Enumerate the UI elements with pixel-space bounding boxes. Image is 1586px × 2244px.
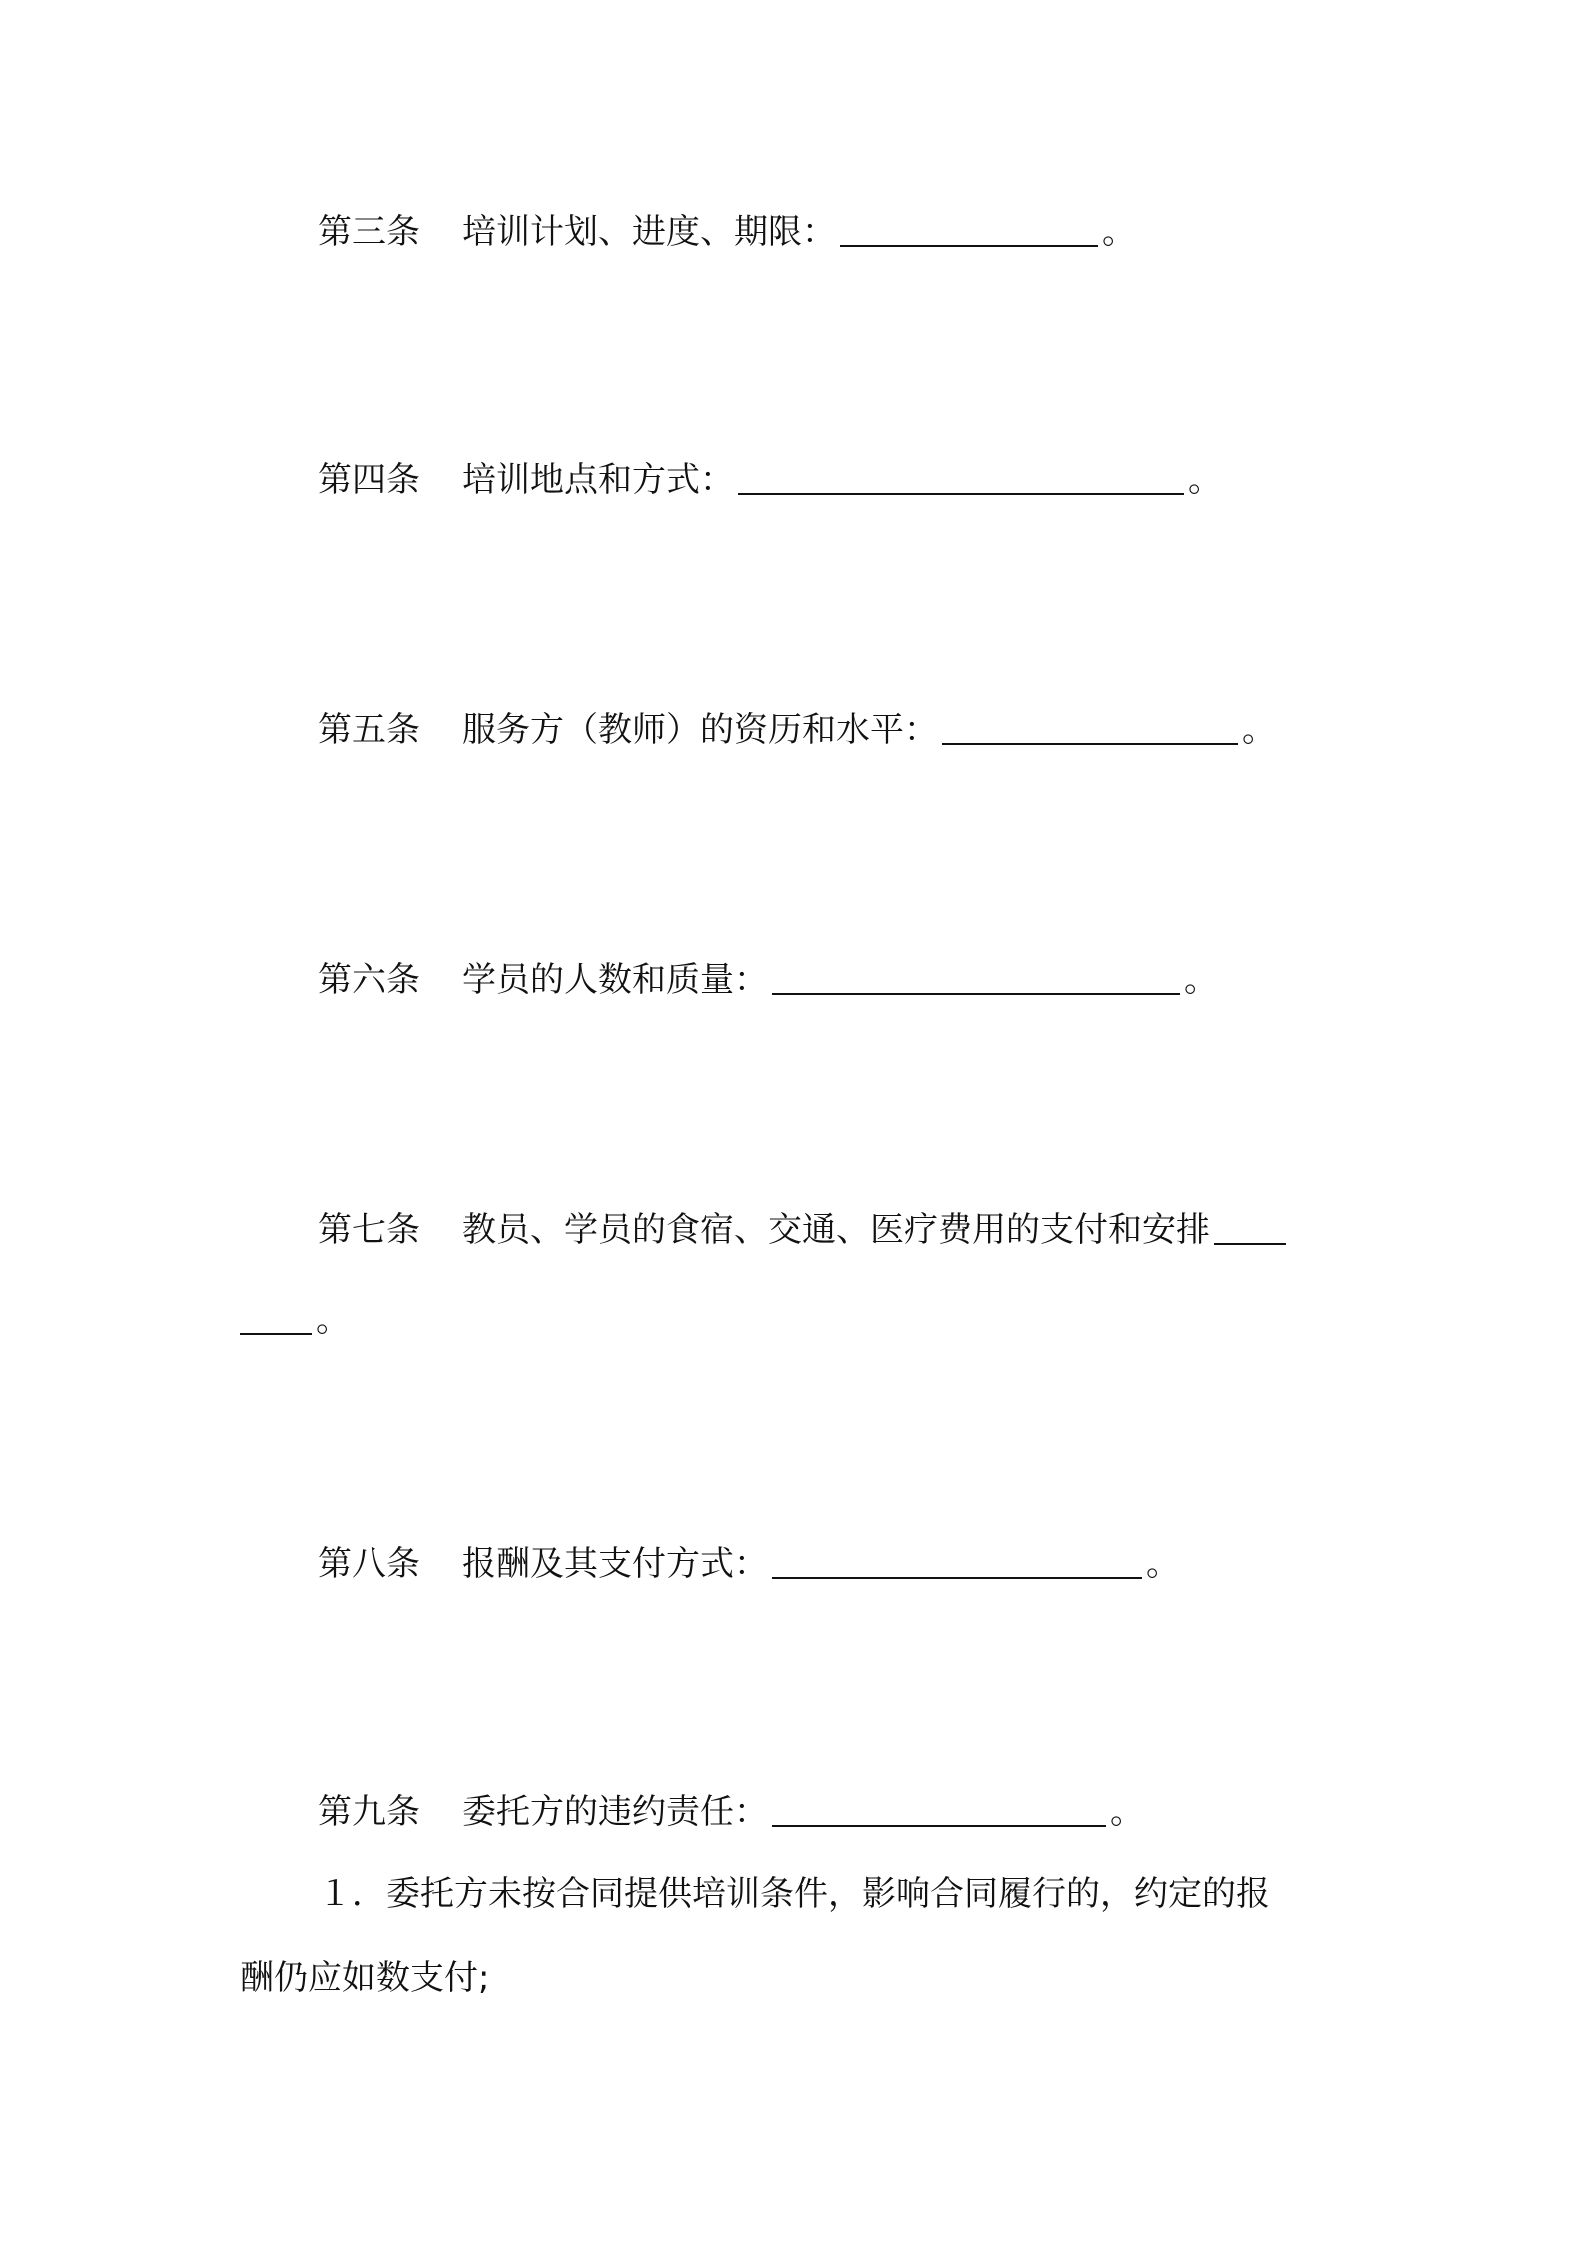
item-text: 酬仍应如数支付; [240,1958,490,1998]
clause-end: 。 [1184,960,1218,1000]
clause-9 [240,1788,1360,1836]
clause-6 [240,956,1360,1004]
clause-end: 。 [1110,1792,1144,1832]
clause-text: 服务方（教师）的资历和水平： [462,710,938,750]
clause-8 [240,1540,1360,1588]
clause-end: 。 [1242,710,1276,750]
fill-blank[interactable] [772,1541,1142,1579]
clause-number: 第九条 [318,1792,420,1832]
clause-text: 培训计划、进度、期限： [462,212,836,252]
clause-text: 学员的人数和质量： [462,960,768,1000]
fill-blank[interactable] [772,957,1180,995]
fill-blank[interactable] [1214,1207,1286,1245]
clause-end: 。 [1146,1544,1180,1584]
clause-end: 。 [316,1300,350,1340]
clause-5 [240,706,1360,754]
fill-blank[interactable] [840,209,1098,247]
fill-blank[interactable] [772,1789,1106,1827]
clause-end: 。 [1102,212,1136,252]
fill-blank[interactable] [738,457,1184,495]
clause-3 [240,208,1360,256]
clause-text: 培训地点和方式： [462,460,734,500]
clause-number: 第七条 [318,1210,420,1250]
clause-text: 报酬及其支付方式： [462,1544,768,1584]
clause-number: 第五条 [318,710,420,750]
clause-7-continued [240,1296,1360,1344]
fill-blank[interactable] [240,1297,312,1335]
clause-number: 第八条 [318,1544,420,1584]
clause-number: 第六条 [318,960,420,1000]
clause-text: 委托方的违约责任： [462,1792,768,1832]
clause-7 [240,1206,1360,1254]
clause-end: 。 [1188,460,1222,500]
clause-text: 教员、学员的食宿、交通、医疗费用的支付和安排 [462,1210,1210,1250]
item-1-line-2 [240,1954,1360,2002]
clause-number: 第四条 [318,460,420,500]
clause-number: 第三条 [318,212,420,252]
clause-4 [240,456,1360,504]
fill-blank[interactable] [942,707,1238,745]
item-text: １．委托方未按合同提供培训条件，影响合同履行的，约定的报 [318,1874,1270,1914]
item-1-line-1 [240,1870,1360,1918]
